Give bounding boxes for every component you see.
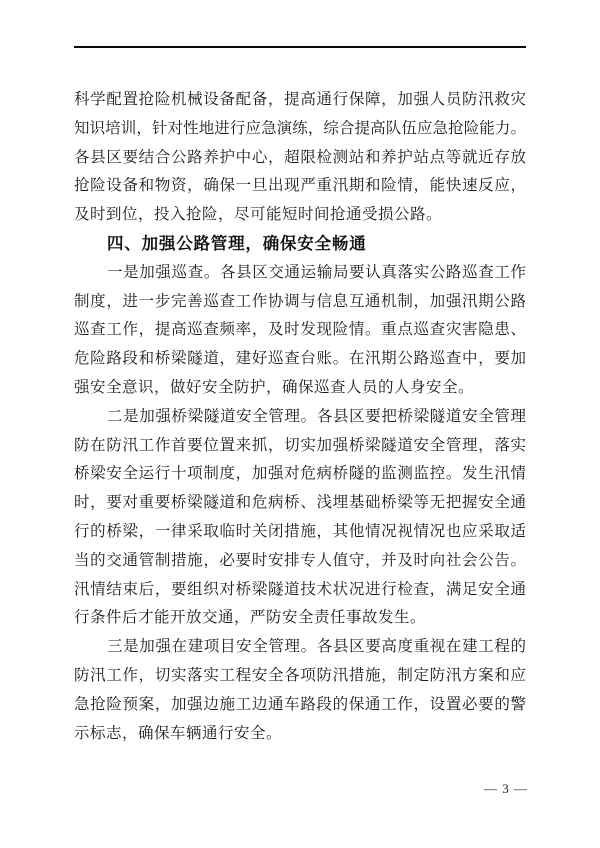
text-line: 防在防汛工作首要位置来抓，切实加强桥梁隧道安全管理，落实 [74, 436, 526, 454]
text-line: 二是加强桥梁隧道安全管理。各县区要把桥梁隧道安全管理 [107, 407, 526, 425]
page-number: — 3 — [484, 781, 528, 796]
text-line: 行的桥梁，一律采取临时关闭措施，其他情况视情况也应采取适 [74, 522, 526, 540]
text-line: 行条件后才能开放交通，严防安全责任事故发生。 [74, 609, 427, 627]
text-line: 及时到位，投入抢险，尽可能短时间抢通受损公路。 [74, 206, 443, 224]
text-line: 巡查工作，提高巡查频率，及时发现险情。重点巡查灾害隐患、 [74, 321, 526, 339]
text-line: 制度，进一步完善巡查工作协调与信息互通机制，加强汛期公路 [74, 292, 526, 310]
header-separator-line [74, 46, 526, 48]
text-line: 当的交通管制措施，必要时安排专人值守，并及时向社会公告。 [74, 551, 526, 569]
text-line: 危险路段和桥梁隧道，建好巡查台账。在汛期公路巡查中，要加 [74, 350, 526, 368]
text-line: 桥梁安全运行十项制度，加强对危病桥隧的监测监控。发生汛情 [74, 465, 526, 483]
text-line: 汛情结束后，要组织对桥梁隧道技术状况进行检查，满足安全通 [74, 580, 526, 598]
section-heading: 四、加强公路管理，确保安全畅通 [107, 234, 367, 253]
text-line: 示标志，确保车辆通行安全。 [74, 724, 283, 742]
text-line: 各县区要结合公路养护中心，超限检测站和养护站点等就近存放 [74, 148, 526, 166]
text-line: 抢险设备和物资，确保一旦出现严重汛期和险情，能快速反应， [74, 177, 526, 195]
document-body [74, 86, 526, 748]
text-line: 三是加强在建项目安全管理。各县区要高度重视在建工程的 [107, 638, 526, 656]
text-line: 科学配置抢险机械设备配备，提高通行保障，加强人员防汛救灾 [74, 91, 526, 108]
text-line: 一是加强巡查。各县区交通运输局要认真落实公路巡查工作 [107, 263, 526, 281]
text-line: 防汛工作，切实落实工程安全各项防汛措施，制定防汛方案和应 [74, 666, 526, 684]
text-line: 知识培训，针对性地进行应急演练，综合提高队伍应急抢险能力。 [74, 119, 526, 137]
text-line: 强安全意识，做好安全防护，确保巡查人员的人身安全。 [74, 378, 475, 396]
text-line: 时，要对重要桥梁隧道和危病桥、浅埋基础桥梁等无把握安全通 [74, 494, 526, 512]
text-line: 急抢险预案，加强边施工边通车路段的保通工作，设置必要的警 [74, 695, 526, 713]
